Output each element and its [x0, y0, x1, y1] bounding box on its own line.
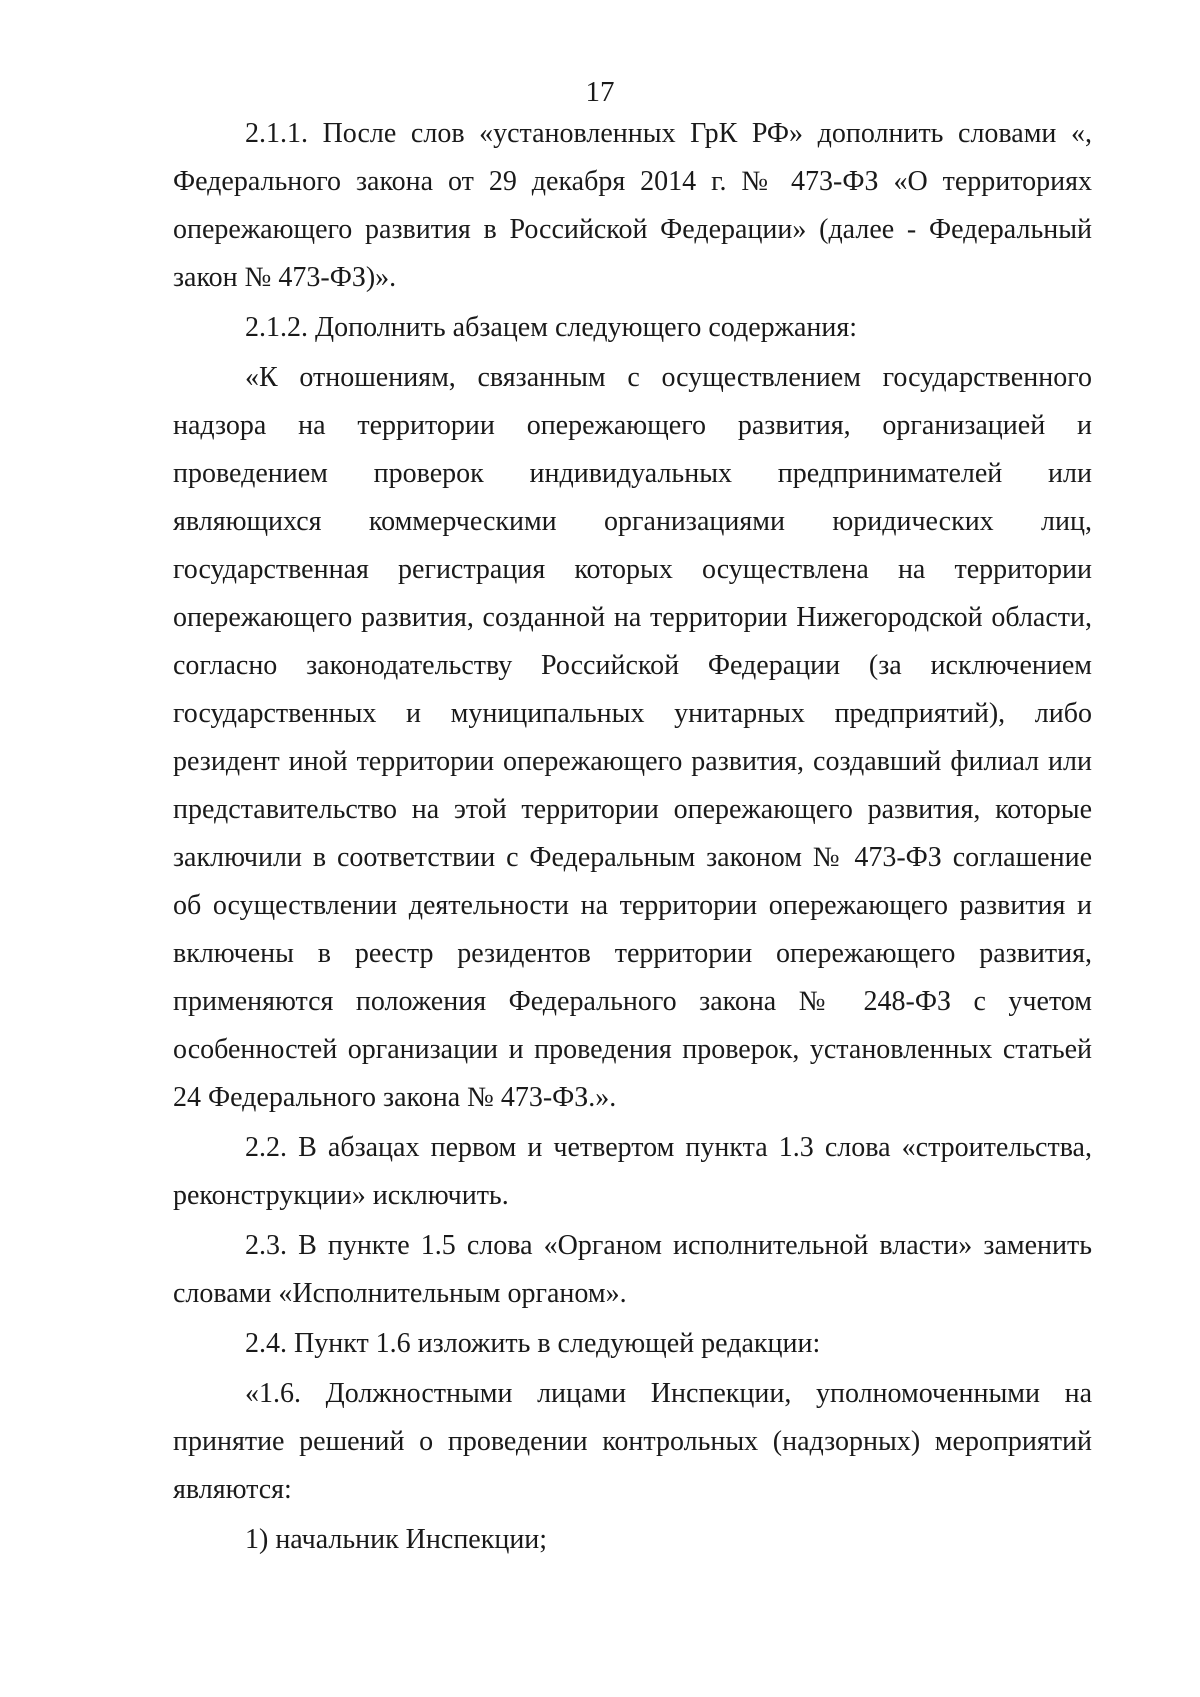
paragraph-2-1-1: 2.1.1. После слов «установленных ГрК РФ» дополнить словами «, Федерального закона от 29 декабря 2014 г. № 473-ФЗ «О территориях опережающего развития в Российской Федерации» (далее - Федеральный закон № 473-ФЗ)». [173, 118, 1092, 293]
list-item-1: 1) начальник Инспекции; [245, 1524, 548, 1555]
paragraph-2-3: 2.3. В пункте 1.5 слова «Органом исполнительной власти» заменить словами «Исполнительным органом». [173, 1230, 1092, 1309]
page-number: 17 [585, 76, 615, 108]
document-body [173, 110, 1092, 1566]
paragraph-2-4: 2.4. Пункт 1.6 изложить в следующей редакции: [245, 1328, 821, 1359]
paragraph-1-6: «1.6. Должностными лицами Инспекции, уполномоченными на принятие решений о проведении контрольных (надзорных) мероприятий являются: [173, 1378, 1092, 1505]
paragraph-2-1-2: 2.1.2. Дополнить абзацем следующего содержания: [245, 312, 858, 343]
paragraph-2-2: 2.2. В абзацах первом и четвертом пункта 1.3 слова «строительства, реконструкции» исключить. [173, 1132, 1092, 1211]
paragraph-inserted-text: «К отношениям, связанным с осуществлением государственного надзора на территории опережающего развития, организацией и проведением проверок индивидуальных предпринимателей или являющихся коммерческими организациями юридических лиц, государственная регистрация которых осуществлена на территории опережающего развития, созданной на территории Нижегородской области, согласно законодательству Российской Федерации (за исключением государственных и муниципальных унитарных предприятий), либо резидент иной территории опережающего развития, создавший филиал или представительство на этой территории опережающего развития, которые заключили в соответствии с Федеральным законом № 473-ФЗ соглашение об осуществлении деятельности на территории опережающего развития и включены в реестр резидентов территории опережающего развития, применяются положения Федерального закона № 248-ФЗ с учетом особенностей организации и проведения проверок, установленных статьей 24 Федерального закона № 473-ФЗ.». [173, 362, 1092, 1113]
